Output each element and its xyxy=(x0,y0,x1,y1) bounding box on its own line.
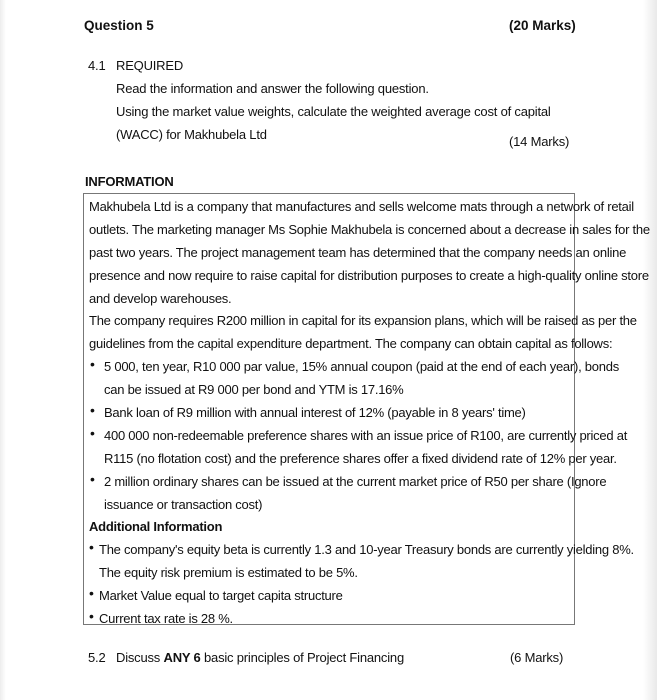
question-marks: (20 Marks) xyxy=(509,18,576,33)
discuss-marks: (6 Marks) xyxy=(510,650,564,665)
bullet-text-line: Bank loan of R9 million with annual interest of 12% (payable in 8 years' time) xyxy=(104,405,526,420)
question-title: Question 5 xyxy=(84,18,154,33)
info-text-line: The company requires R200 million in capital for its expansion plans, which will be raised as per the xyxy=(89,313,637,328)
bullet-text-line: 5 000, ten year, R10 000 par value, 15% annual coupon (paid at the end of each year), bonds xyxy=(104,359,619,374)
info-text-line: past two years. The project management team has determined that the company needs an online xyxy=(89,245,627,260)
bullet-text-line: 2 million ordinary shares can be issued at the current market price of R50 per share (Ignore xyxy=(104,474,607,489)
additional-text-line: Current tax rate is 28 %. xyxy=(99,611,233,626)
page-edge xyxy=(0,0,6,700)
additional-text-line: The equity risk premium is estimated to be 5%. xyxy=(99,565,358,580)
discuss-prefix: Discuss xyxy=(116,650,164,665)
additional-text-line: Market Value equal to target capita structure xyxy=(99,588,343,603)
info-text-line: guidelines from the capital expenditure department. The company can obtain capital as follows: xyxy=(89,336,613,351)
required-line: Using the market value weights, calculate the weighted average cost of capital xyxy=(116,104,551,119)
discuss-number: 5.2 xyxy=(88,650,106,665)
info-text-line: outlets. The marketing manager Ms Sophie Makhubela is concerned about a decrease in sales for the xyxy=(89,222,650,237)
bullet-text-line: 400 000 non-redeemable preference shares with an issue price of R100, are currently priced at xyxy=(104,428,628,443)
additional-text-line: The company's equity beta is currently 1.3 and 10-year Treasury bonds are currently yielding 8%. xyxy=(99,542,634,557)
info-text-line: presence and now require to raise capital for distribution purposes to create a high-quality online store xyxy=(89,268,649,283)
info-text-line: Makhubela Ltd is a company that manufactures and sells welcome mats through a network of retail xyxy=(89,199,634,214)
discuss-question xyxy=(116,650,404,665)
bullet-icon: • xyxy=(90,425,95,441)
bullet-icon: • xyxy=(89,585,94,601)
discuss-suffix: basic principles of Project Financing xyxy=(200,650,404,665)
additional-info-heading: Additional Information xyxy=(89,519,223,534)
discuss-emphasis: ANY 6 xyxy=(163,650,201,665)
bullet-icon: • xyxy=(89,539,94,555)
required-line: Read the information and answer the following question. xyxy=(116,81,429,96)
bullet-text-line: issuance or transaction cost) xyxy=(104,497,263,512)
bullet-icon: • xyxy=(89,608,94,624)
page-edge xyxy=(643,0,657,700)
information-box xyxy=(83,193,650,626)
required-marks: (14 Marks) xyxy=(509,134,570,149)
required-number: 4.1 xyxy=(88,58,106,73)
information-heading: INFORMATION xyxy=(85,174,174,189)
bullet-icon: • xyxy=(90,356,95,372)
required-heading: REQUIRED xyxy=(116,58,184,73)
info-text-line: and develop warehouses. xyxy=(89,291,232,306)
bullet-text-line: R115 (no flotation cost) and the preference shares offer a fixed dividend rate of 12% per year. xyxy=(104,451,617,466)
required-line: (WACC) for Makhubela Ltd xyxy=(116,127,267,142)
bullet-icon: • xyxy=(90,471,95,487)
bullet-text-line: can be issued at R9 000 per bond and YTM is 17.16% xyxy=(104,382,404,397)
bullet-icon: • xyxy=(90,402,95,418)
